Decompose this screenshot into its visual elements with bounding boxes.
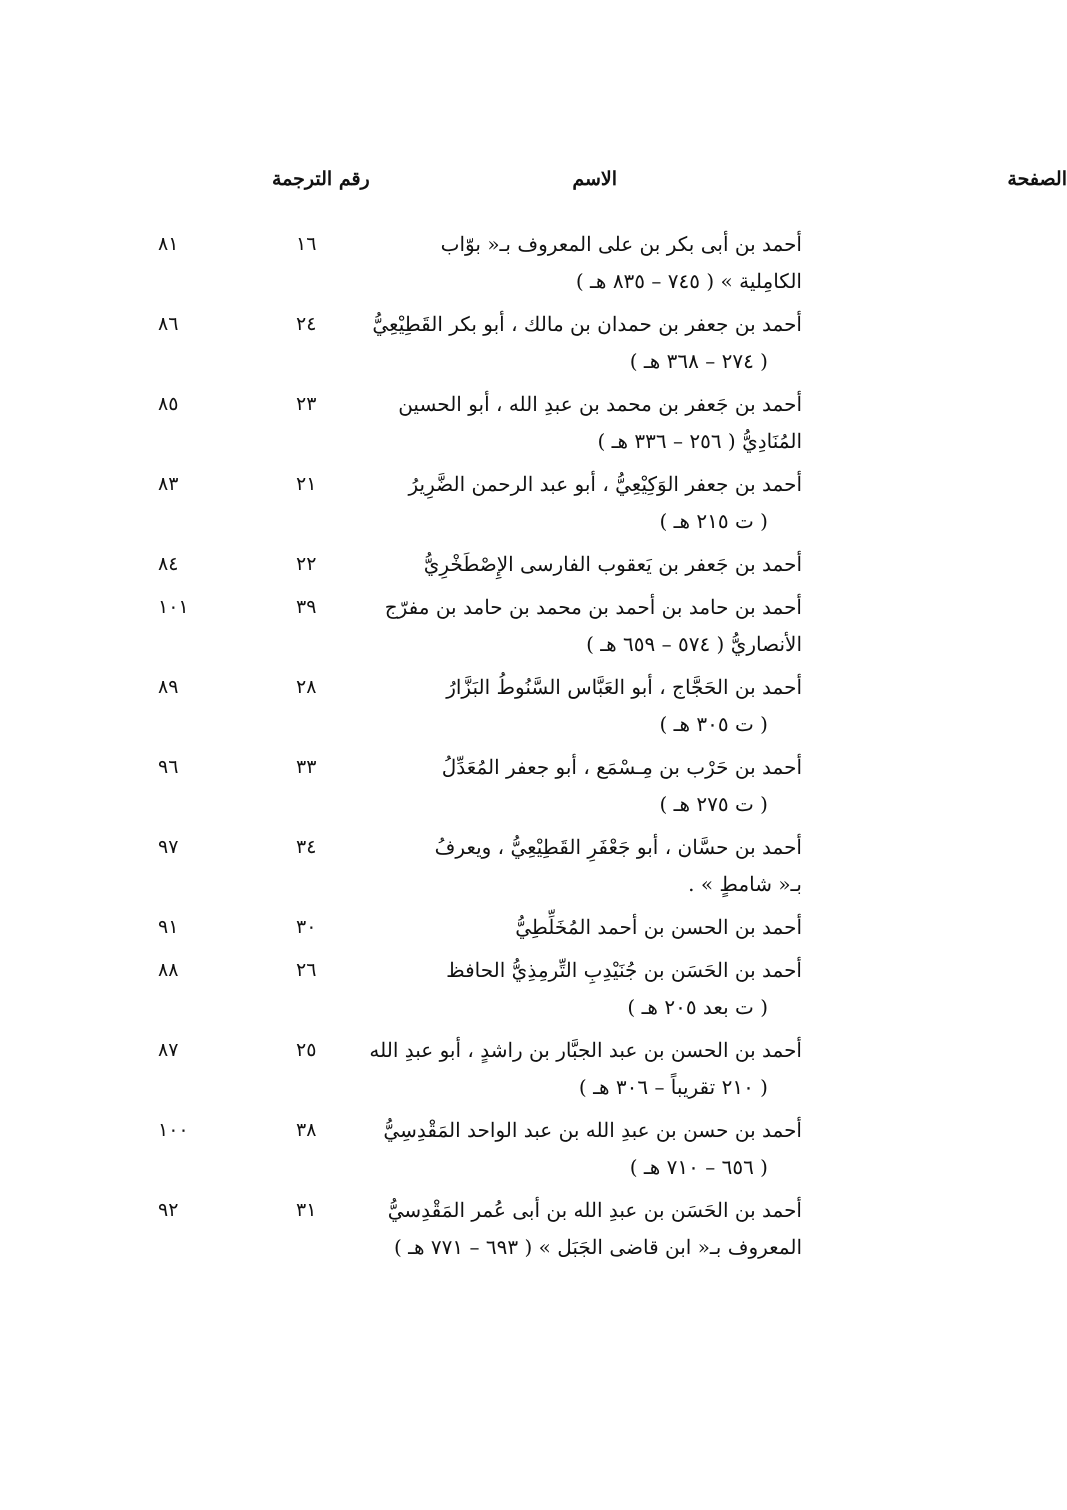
entry-name-line: أحمد بن الحَسَن بن عبدِ الله بن أبى عُمر المَقْدِسيُّ — [387, 1198, 802, 1222]
entry-name — [382, 546, 802, 583]
entry-name-line: أحمد بن جَعفر بن يَعقوب الفارسى الإِصْطَخْرِيُّ — [423, 552, 802, 576]
entry-page: ٨١ — [158, 233, 179, 255]
table-row — [0, 1032, 920, 1112]
entry-page: ٩٢ — [158, 1199, 179, 1221]
entry-name-continuation: ( ت ٢١٥ هـ ) — [659, 509, 768, 533]
entry-number: ٢٨ — [296, 676, 317, 698]
table-row — [0, 466, 920, 546]
entry-name — [382, 909, 802, 946]
column-headers — [0, 168, 1067, 198]
entry-number: ٣٩ — [296, 596, 317, 618]
entry-name-continuation: ( ٢٧٤ – ٣٦٨ هـ ) — [629, 349, 768, 373]
entry-name — [382, 386, 802, 460]
entry-page: ٨٦ — [158, 313, 179, 335]
entry-number: ١٦ — [296, 233, 317, 255]
table-row — [0, 669, 920, 749]
entry-name-line: أحمد بن جَعفر بن محمد بن عبدِ الله ، أبو الحسين — [398, 392, 802, 416]
entry-number: ٢٣ — [296, 393, 317, 415]
header-name: الاسم — [572, 168, 617, 190]
entry-name-line: أحمد بن حسن بن عبدِ الله بن عبد الواحد المَقْدِسِيُّ — [383, 1118, 802, 1142]
entry-page: ٨٤ — [158, 553, 179, 575]
entry-name-line: أحمد بن الحَسَن بن جُنَيْدِبِ التِّرمِذِيُّ الحافظ — [446, 958, 802, 982]
entry-page: ٩١ — [158, 916, 179, 938]
table-row — [0, 1112, 920, 1192]
entry-name-continuation: الأنصاريُّ ( ٥٧٤ – ٦٥٩ هـ ) — [586, 632, 802, 656]
entry-name — [382, 1112, 802, 1186]
header-number: رقم الترجمة — [272, 168, 370, 190]
entry-page: ٨٥ — [158, 393, 179, 415]
entry-page: ٨٧ — [158, 1039, 179, 1061]
table-row — [0, 589, 920, 669]
entry-name-continuation: ( ٢١٠ تقريباً – ٣٠٦ هـ ) — [578, 1075, 768, 1099]
table-row — [0, 1192, 920, 1272]
entry-name-line: أحمد بن الحسن بن أحمد المُخَلِّطِيُّ — [515, 915, 802, 939]
entry-name-continuation: ( ت ٣٠٥ هـ ) — [659, 712, 768, 736]
index-table — [0, 226, 920, 1272]
entry-number: ٣٤ — [296, 836, 317, 858]
entry-number: ٣١ — [296, 1199, 317, 1221]
entry-name — [382, 589, 802, 663]
entry-page: ٩٦ — [158, 756, 179, 778]
entry-name-continuation: ( ت ٢٧٥ هـ ) — [659, 792, 768, 816]
table-row — [0, 306, 920, 386]
entry-name-line: أحمد بن الحسن بن عبد الجبَّار بن راشدٍ ، أبو عبدِ الله — [369, 1038, 802, 1062]
table-row — [0, 546, 920, 589]
entry-number: ٣٠ — [296, 916, 317, 938]
entry-page: ٨٨ — [158, 959, 179, 981]
entry-number: ٢٥ — [296, 1039, 317, 1061]
entry-name — [382, 226, 802, 300]
entry-name-line: أحمد بن أبى بكر بن على المعروف بـ« بوّاب — [440, 232, 802, 256]
entry-number: ٢٢ — [296, 553, 317, 575]
entry-page: ٩٧ — [158, 836, 179, 858]
entry-name-line: أحمد بن حسَّان ، أبو جَعْفَرِ القَطِيْعِيُّ ، ويعرفُ — [434, 835, 802, 859]
entry-page: ١٠١ — [158, 596, 189, 618]
entry-name — [382, 829, 802, 903]
entry-name-line: أحمد بن جعفر بن حمدان بن مالك ، أبو بكر القَطِيْعِيُّ — [372, 312, 802, 336]
entry-name-line: أحمد بن حامد بن أحمد بن محمد بن حامد بن مفرّج — [384, 595, 802, 619]
table-row — [0, 749, 920, 829]
entry-name-continuation: ( ت بعد ٢٠٥ هـ ) — [627, 995, 768, 1019]
entry-page: ٨٩ — [158, 676, 179, 698]
entry-name-continuation: المُنَادِيُّ ( ٢٥٦ – ٣٣٦ هـ ) — [597, 429, 802, 453]
entry-name — [372, 306, 802, 380]
table-row — [0, 829, 920, 909]
entry-number: ٣٨ — [296, 1119, 317, 1141]
entry-name-continuation: المعروف بـ« ابن قاضى الجَبَل » ( ٦٩٣ – ٧٧١ هـ ) — [393, 1235, 802, 1259]
entry-name — [369, 1032, 802, 1106]
entry-name — [382, 466, 802, 540]
entry-number: ٣٣ — [296, 756, 317, 778]
entry-number: ٢١ — [296, 473, 317, 495]
table-row — [0, 386, 920, 466]
entry-name-continuation: الكامِلية » ( ٧٤٥ – ٨٣٥ هـ ) — [575, 269, 802, 293]
entry-name — [382, 669, 802, 743]
table-row — [0, 909, 920, 952]
entry-name-line: أحمد بن الحَجَّاج ، أبو العَبَّاس السَّنُوطُ البَزَّارُ — [446, 675, 802, 699]
entry-number: ٢٤ — [296, 313, 317, 335]
table-row — [0, 952, 920, 1032]
entry-name — [382, 1192, 802, 1266]
entry-name-continuation: بـ« شامطٍ » . — [688, 872, 802, 896]
entry-number: ٢٦ — [296, 959, 317, 981]
entry-page: ٨٣ — [158, 473, 179, 495]
entry-name-line: أحمد بن جعفر الوَكِيْعِيُّ ، أبو عبد الرحمن الضَّرِيرُ — [408, 472, 802, 496]
header-page: الصفحة — [1007, 168, 1067, 190]
table-row — [0, 226, 920, 306]
entry-name — [382, 952, 802, 1026]
entry-page: ١٠٠ — [158, 1119, 189, 1141]
entry-name-continuation: ( ٦٥٦ – ٧١٠ هـ ) — [629, 1155, 768, 1179]
entry-name — [382, 749, 802, 823]
entry-name-line: أحمد بن حَرْب بن مِـسْمَع ، أبو جعفر المُعَدِّلُ — [441, 755, 802, 779]
